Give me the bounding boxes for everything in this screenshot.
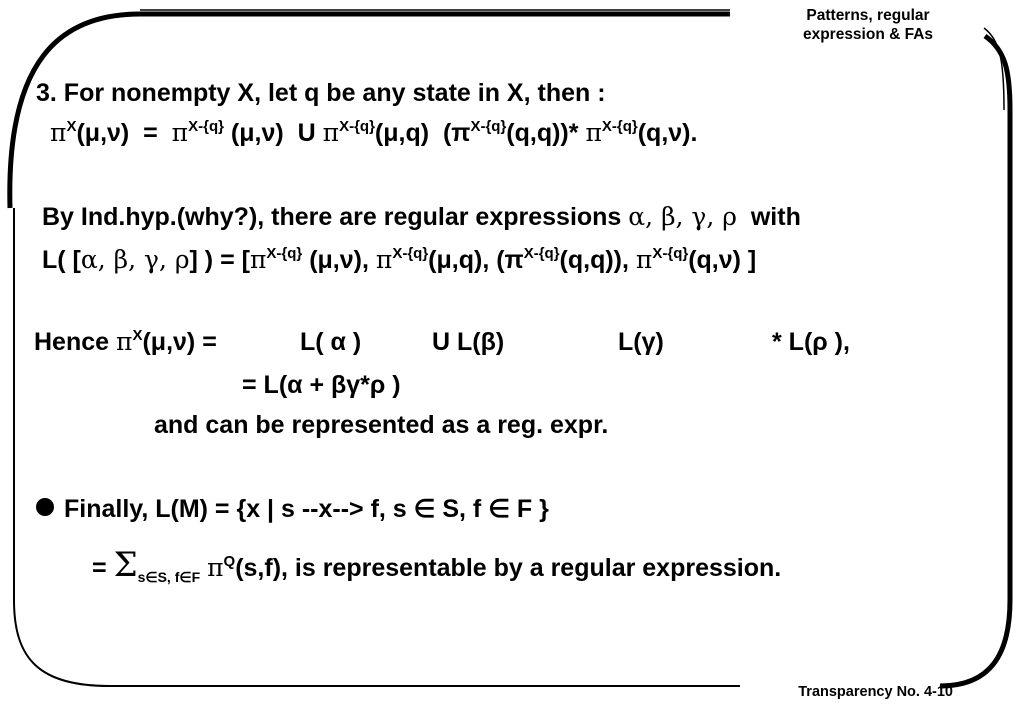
represented-line: and can be represented as a reg. expr. [154, 411, 609, 439]
induction-line [42, 202, 801, 232]
sup-q: Q [223, 553, 236, 570]
l-gamma: L(γ) [618, 328, 664, 356]
header-line-2: expression & FAs [802, 26, 934, 43]
pi-symbol: π [171, 118, 189, 147]
sup-xq: X-{q} [470, 118, 507, 135]
with-word: with [750, 203, 801, 231]
q-q: (q,q)), [559, 246, 629, 274]
q-nu: (q,ν) ] [688, 246, 757, 274]
pi-symbol: π [50, 118, 67, 147]
header-line-1: Patterns, regular [806, 7, 930, 24]
sum-subscript: s∈S, f∈F [137, 569, 201, 585]
pi-symbol: π [375, 245, 393, 274]
statement-line: 3. For nonempty X, let q be any state in X, then : [36, 79, 606, 107]
union: U [297, 119, 316, 147]
sup-xq: X-{q} [523, 245, 560, 262]
greek-list: α, β, γ, ρ [628, 202, 737, 231]
sum-line [92, 545, 782, 585]
greek-list: α, β, γ, ρ [80, 245, 190, 274]
regex-result: = L(α + βγ*ρ ) [242, 371, 401, 399]
pi-symbol: π [635, 245, 653, 274]
mu-q: (μ,q), (π [428, 246, 524, 274]
sum-rest: (s,f), is representable by a regular expression. [235, 554, 782, 582]
slide-header [753, 6, 983, 44]
induction-text: By Ind.hyp.(why?), there are regular expressions [42, 203, 622, 231]
hence-lhs [34, 327, 217, 357]
open-pi: (π [442, 119, 471, 147]
pi-symbol: π [116, 327, 133, 356]
sup-xq: X-{q} [188, 118, 224, 135]
hence-word: Hence [34, 328, 110, 356]
sup-xq: X-{q} [392, 245, 429, 262]
q-nu: (q,ν). [637, 119, 698, 147]
mu-nu-eq: (μ,ν) = [142, 328, 217, 356]
mu-nu: (μ,ν) [230, 119, 284, 147]
sup-xq: X-{q} [601, 118, 638, 135]
pi-symbol: π [207, 553, 224, 582]
equals: = [143, 119, 158, 147]
sup-x: X [132, 327, 143, 344]
language-line [42, 245, 756, 275]
sup-xq: X-{q} [266, 245, 303, 262]
sup-x: X [66, 118, 77, 135]
pi-symbol: π [249, 245, 267, 274]
l-alpha: L( α ) [300, 328, 362, 356]
q-q-star: (q,q))* [506, 119, 579, 147]
mu-q: (μ,q) [374, 119, 430, 147]
bullet-icon [36, 498, 54, 516]
sigma-symbol: Σ [113, 545, 138, 585]
sup-xq: X-{q} [652, 245, 689, 262]
union-l-beta: U L(β) [432, 328, 505, 356]
mu-nu: (μ,ν) [76, 119, 130, 147]
hence-line [34, 327, 934, 357]
pi-symbol: π [585, 118, 602, 147]
star-l-rho: * L(ρ ), [772, 328, 850, 356]
pi-equation-line [50, 118, 697, 148]
pi-symbol: π [322, 118, 340, 147]
l-open: L( [ [42, 246, 81, 274]
l-close: ] ) = [ [189, 246, 250, 274]
sup-xq: X-{q} [339, 118, 375, 135]
mu-nu: (μ,ν), [309, 246, 369, 274]
finally-line [36, 494, 549, 524]
finally-text: Finally, L(M) = {x | s --x--> f, s ∈ S, f ∈ F } [64, 495, 549, 523]
equals: = [92, 554, 107, 582]
transparency-number: Transparency No. 4-10 [798, 684, 953, 700]
